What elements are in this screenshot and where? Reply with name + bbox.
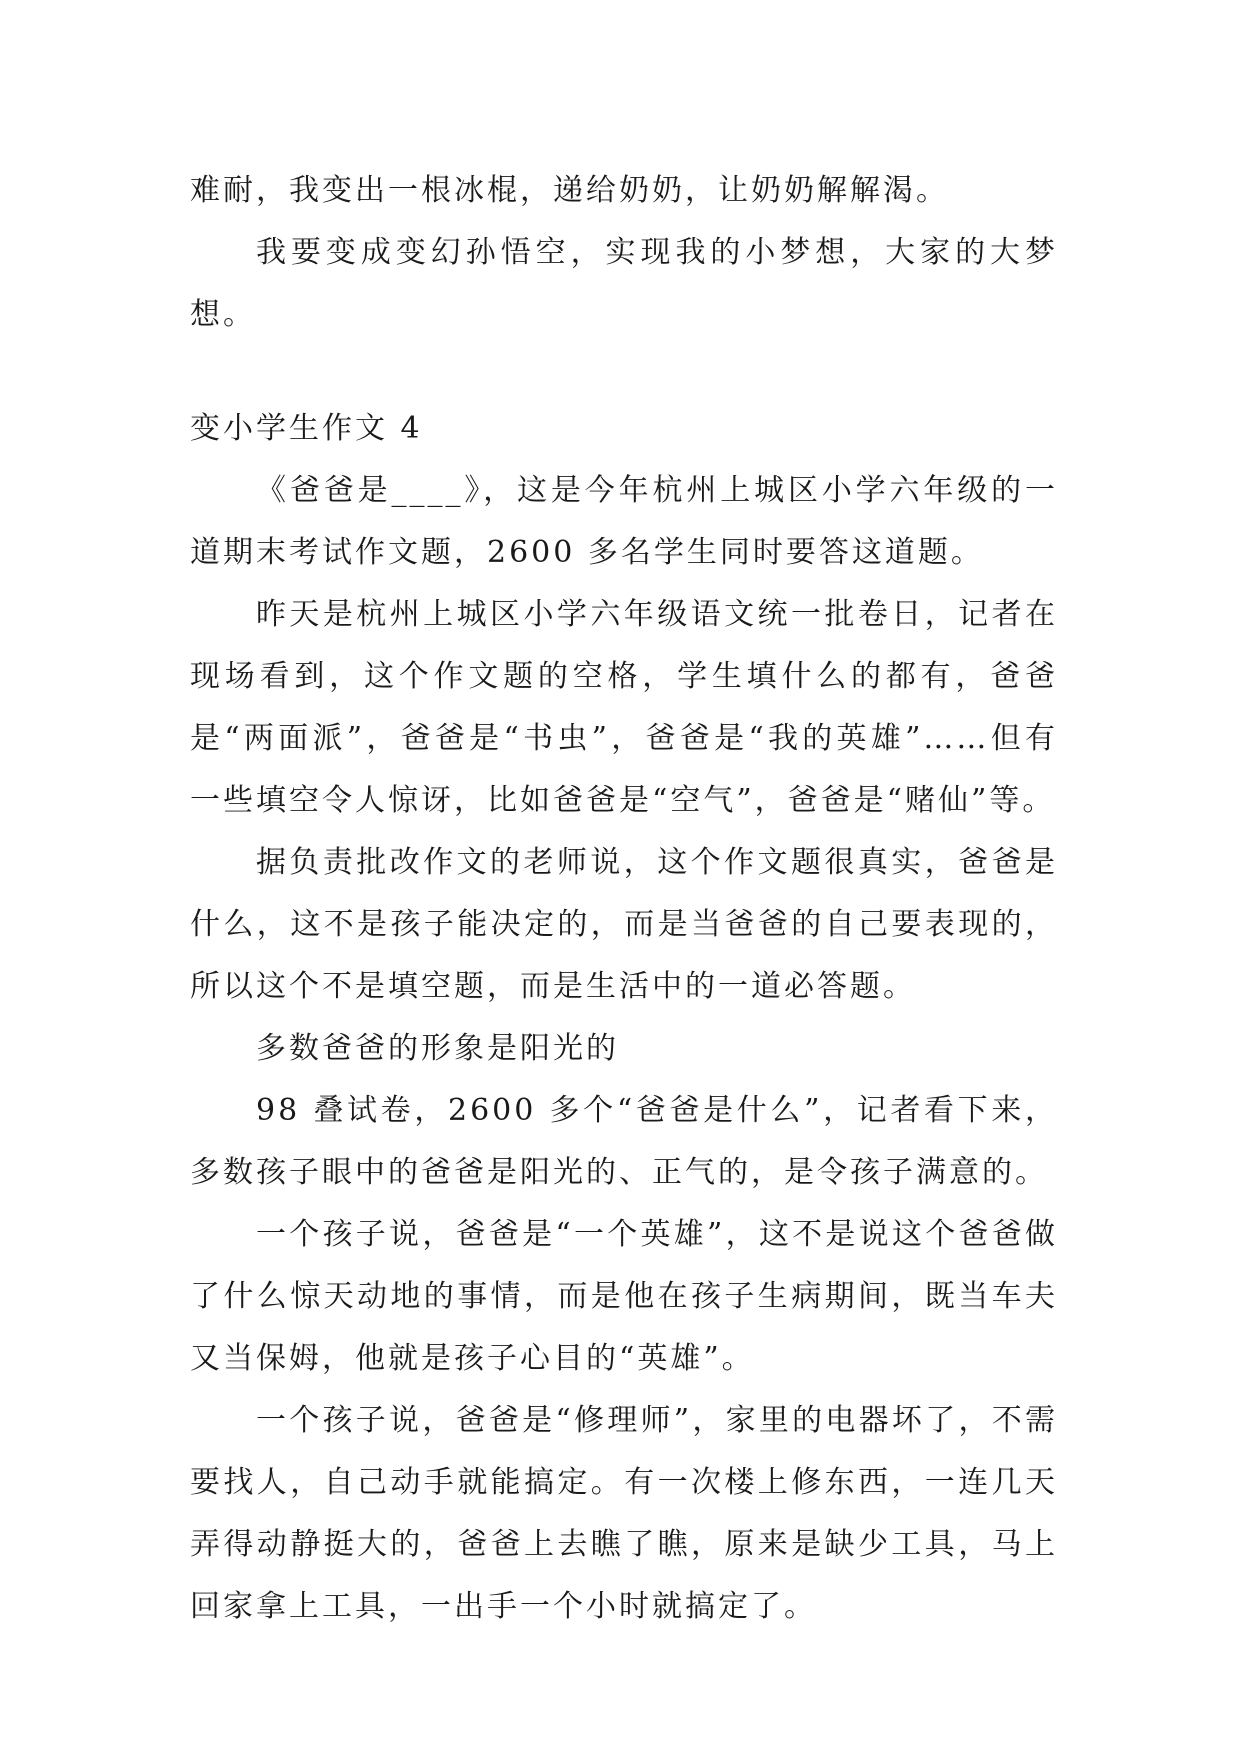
paragraph-1: 难耐，我变出一根冰棍，递给奶奶，让奶奶解解渴。 [190,173,949,208]
paragraph-4: 昨天是杭州上城区小学六年级语文统一批卷日，记者在现场看到，这个作文题的空格，学生填什么的都有，爸爸是“两面派”，爸爸是“书虫”，爸爸是“我的英雄”……但有一些填空令人惊讶，比如爸爸是“空气”，爸爸是“赌仙”等。 [190,597,1058,818]
section-heading: 变小学生作文 4 [190,411,423,446]
paragraph-6: 多数爸爸的形象是阳光的 [256,1031,619,1066]
document-body [190,160,1058,1638]
paragraph-7: 98 叠试卷，2600 多个“爸爸是什么”，记者看下来，多数孩子眼中的爸爸是阳光的、正气的，是令孩子满意的。 [190,1093,1058,1190]
paragraph-9: 一个孩子说，爸爸是“修理师”，家里的电器坏了，不需要找人，自己动手就能搞定。有一次楼上修东西，一连几天弄得动静挺大的，爸爸上去瞧了瞧，原来是缺少工具，马上回家拿上工具，一出手一个小时就搞定了。 [190,1403,1058,1624]
paragraph-5: 据负责批改作文的老师说，这个作文题很真实，爸爸是什么，这不是孩子能决定的，而是当爸爸的自己要表现的，所以这个不是填空题，而是生活中的一道必答题。 [190,845,1058,1004]
paragraph-8: 一个孩子说，爸爸是“一个英雄”，这不是说这个爸爸做了什么惊天动地的事情，而是他在孩子生病期间，既当车夫又当保姆，他就是孩子心目的“英雄”。 [190,1217,1058,1376]
paragraph-3: 《爸爸是____》，这是今年杭州上城区小学六年级的一道期末考试作文题，2600 多名学生同时要答这道题。 [190,473,1058,570]
paragraph-2: 我要变成变幻孙悟空，实现我的小梦想，大家的大梦想。 [190,235,1058,332]
